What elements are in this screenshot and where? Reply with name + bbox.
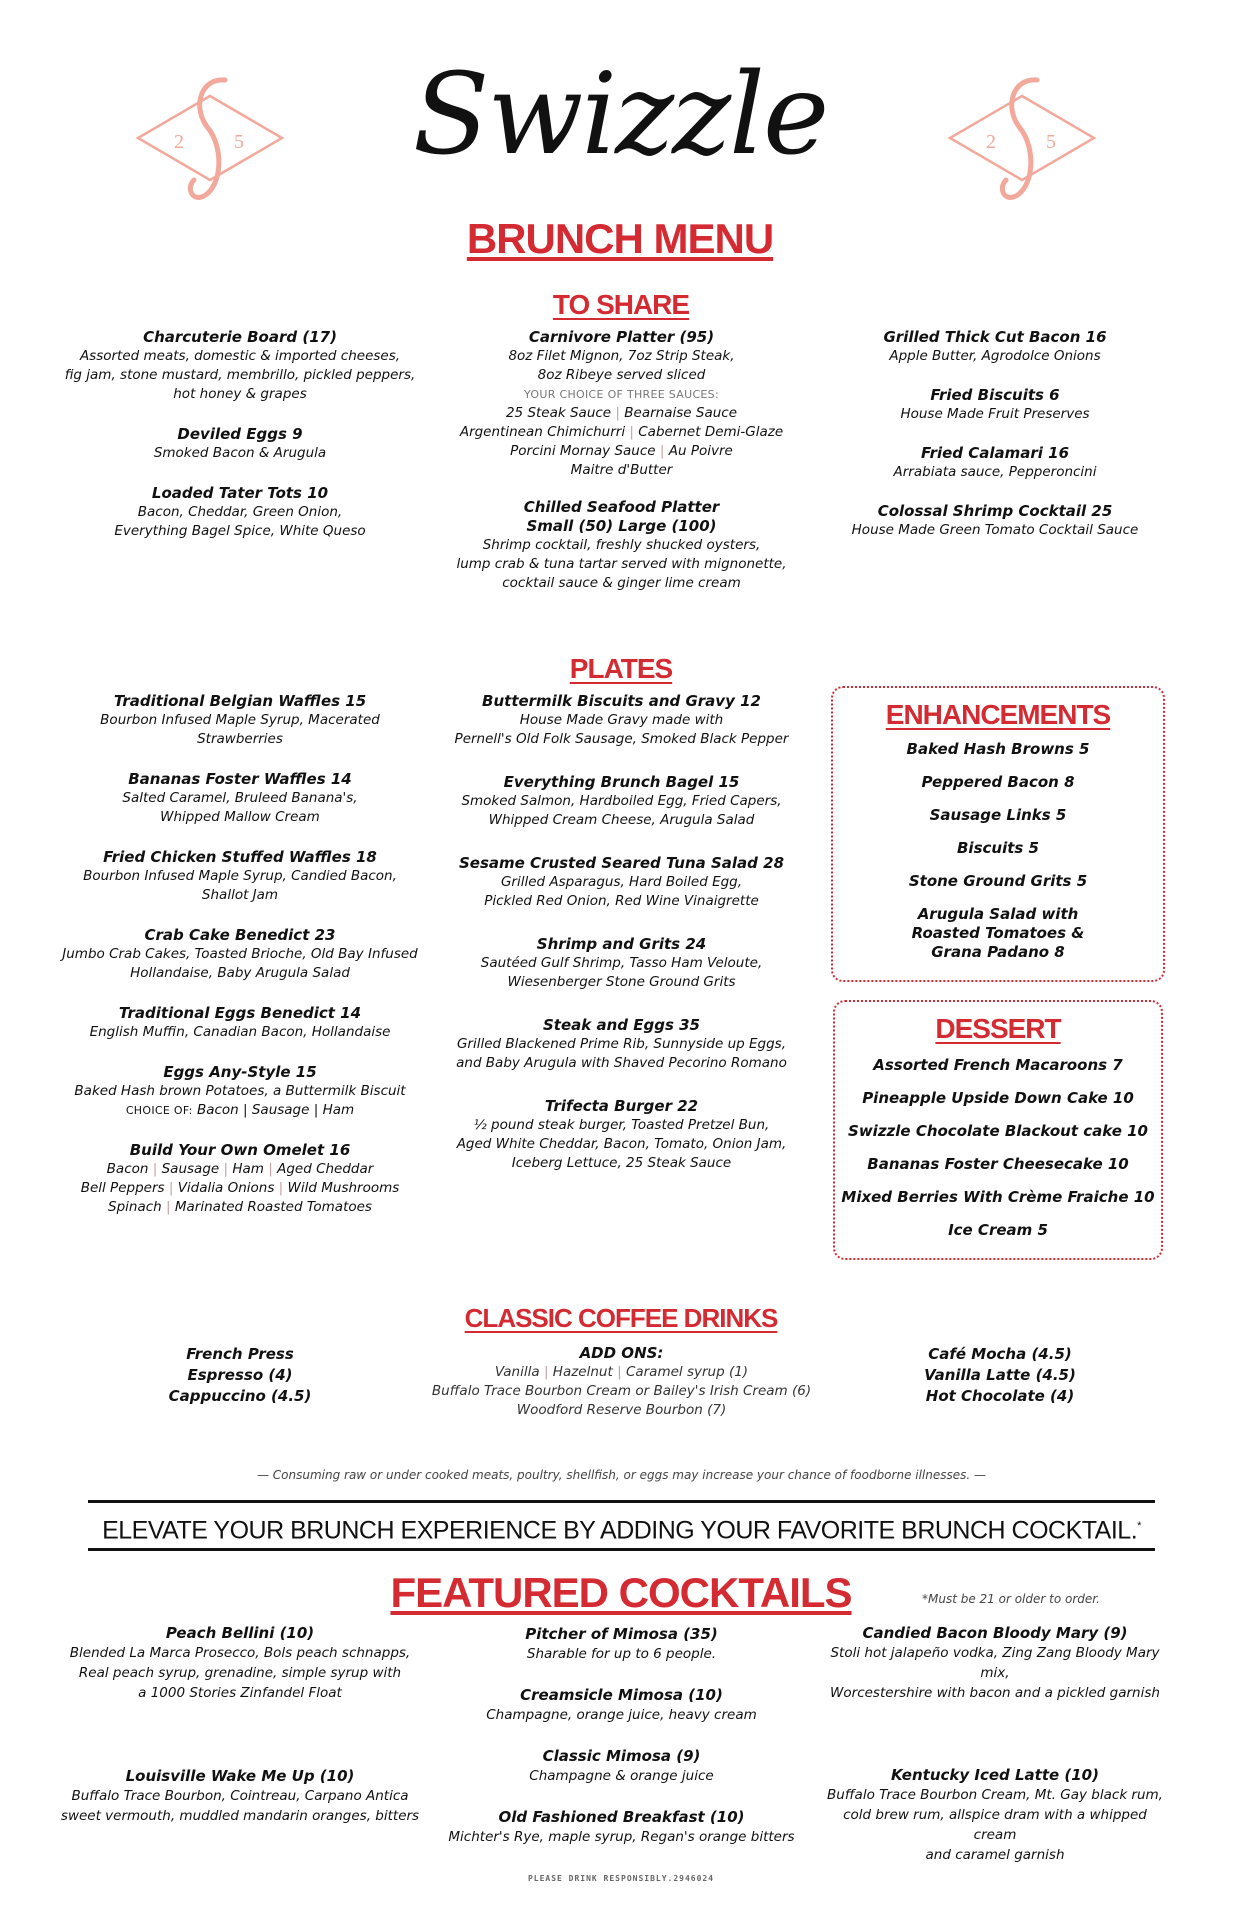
banner-rule-top <box>88 1500 1155 1503</box>
menu-item: Traditional Belgian Waffles 15 Bourbon Infused Maple Syrup, Macerated Strawberries <box>100 692 380 747</box>
to-share-right <box>830 328 1160 561</box>
logo-left <box>130 68 290 208</box>
menu-item: Fried Chicken Stuffed Waffles 18 Bourbon Infused Maple Syrup, Candied Bacon, Shallot Jam <box>83 848 397 903</box>
menu-item: Loaded Tater Tots 10 Bacon, Cheddar, Green Onion, Everything Bagel Spice, White Queso <box>114 484 366 539</box>
carnivore-platter: Carnivore Platter (95) 8oz Filet Mignon, 7oz Strip Steak, 8oz Ribeye served sliced YOUR CHOICE OF THREE SAUCES: 25 Steak Sauce | Bearnaise Sauce Argentinean Chimichurri | Cabernet Demi-Glaze Porcini Mornay Sauce | Au Poivre Maitre d'Butter <box>459 328 784 478</box>
coffee-heading: CLASSIC COFFEE DRINKS <box>464 1303 778 1333</box>
svg-text:5: 5 <box>1046 131 1056 153</box>
footer-note: PLEASE DRINK RESPONSIBLY.2946024 <box>527 1874 715 1883</box>
enhancement-item: Arugula Salad with Roasted Tomatoes & Grana Padano 8 <box>911 905 1085 961</box>
menu-item: Everything Brunch Bagel 15 Smoked Salmon, Hardboiled Egg, Fried Capers, Whipped Cream Cheese, Arugula Salad <box>461 773 782 828</box>
cocktails-left <box>60 1624 420 1847</box>
menu-item: Bananas Foster Waffles 14 Salted Caramel, Bruleed Banana's, Whipped Mallow Cream <box>122 770 358 825</box>
coffee-right: Café Mocha (4.5) Vanilla Latte (4.5) Hot Chocolate (4) <box>924 1345 1076 1405</box>
menu-item: Colossal Shrimp Cocktail 25 House Made Green Tomato Cocktail Sauce <box>851 502 1139 538</box>
enhancement-item: Peppered Bacon 8 <box>921 773 1075 791</box>
to-share-heading: TO SHARE <box>552 289 690 320</box>
menu-item: Kentucky Iced Latte (10) Buffalo Trace Bourbon Cream, Mt. Gay black rum, cold brew rum, allspice dram with a whipped cream and caramel garnish <box>827 1766 1163 1863</box>
menu-item: Fried Calamari 16 Arrabiata sauce, Pepperoncini <box>893 444 1097 480</box>
disclaimer: — Consuming raw or under cooked meats, poultry, shellfish, or eggs may increase your chance of foodborne illnesses. — <box>256 1468 987 1482</box>
cocktails-center <box>430 1624 813 1869</box>
cocktails-right <box>820 1624 1170 1886</box>
menu-item: Crab Cake Benedict 23 Jumbo Crab Cakes, Toasted Brioche, Old Bay Infused Hollandaise, Baby Arugula Salad <box>62 926 418 981</box>
menu-item: Sesame Crusted Seared Tuna Salad 28 Grilled Asparagus, Hard Boiled Egg, Pickled Red Onion, Red Wine Vinaigrette <box>458 854 785 909</box>
plates-left <box>60 692 420 1238</box>
dessert-item: Swizzle Chocolate Blackout cake 10 <box>848 1122 1148 1140</box>
to-share-center <box>430 328 813 614</box>
menu-item: Steak and Eggs 35 Grilled Blackened Prime Rib, Sunnyside up Eggs, and Baby Arugula with Shaved Pecorino Romano <box>456 1016 787 1071</box>
menu-item: Grilled Thick Cut Bacon 16 Apple Butter, Agrodolce Onions <box>883 328 1107 364</box>
build-your-own-omelet: Build Your Own Omelet 16 Bacon | Sausage | Ham | Aged Cheddar Bell Peppers | Vidalia Onions | Wild Mushrooms Spinach | Marinated Roasted Tomatoes <box>80 1141 400 1215</box>
brand-title: Swizzle <box>412 50 828 180</box>
dessert-item: Bananas Foster Cheesecake 10 <box>867 1155 1129 1173</box>
enhancement-item: Baked Hash Browns 5 <box>906 740 1090 758</box>
menu-item: Shrimp and Grits 24 Sautéed Gulf Shrimp, Tasso Ham Veloute, Wiesenberger Stone Ground Grits <box>480 935 763 990</box>
menu-item: Charcuterie Board (17) Assorted meats, domestic & imported cheeses, fig jam, stone mustard, membrillo, pickled peppers, hot honey & grapes <box>64 328 416 402</box>
svg-text:2: 2 <box>986 131 996 153</box>
plates-heading: PLATES <box>569 653 673 684</box>
eggs-any-style: Eggs Any-Style 15 Baked Hash brown Potatoes, a Buttermilk Biscuit CHOICE OF: Bacon | Sausage | Ham <box>74 1063 406 1118</box>
enhancements-heading: ENHANCEMENTS <box>885 699 1111 730</box>
menu-item: Fried Biscuits 6 House Made Fruit Preserves <box>900 386 1090 422</box>
menu-item: Deviled Eggs 9 Smoked Bacon & Arugula <box>153 425 327 461</box>
dessert-item: Mixed Berries With Crème Fraiche 10 <box>841 1188 1155 1206</box>
banner-rule-bottom <box>88 1548 1155 1551</box>
enhancement-item: Sausage Links 5 <box>929 806 1067 824</box>
coffee-left: French Press Espresso (4) Cappuccino (4.5) <box>168 1345 312 1405</box>
menu-item: Trifecta Burger 22 ½ pound steak burger, Toasted Pretzel Bun, Aged White Cheddar, Bacon, Tomato, Onion Jam, Iceberg Lettuce, 25 Steak Sauce <box>456 1097 787 1171</box>
dessert-item: Assorted French Macaroons 7 <box>873 1056 1123 1074</box>
menu-item: Classic Mimosa (9) Champagne & orange juice <box>529 1747 714 1784</box>
enhancements-box <box>831 686 1165 982</box>
menu-item: Creamsicle Mimosa (10) Champagne, orange juice, heavy cream <box>486 1686 757 1723</box>
enhancement-item: Stone Ground Grits 5 <box>908 872 1088 890</box>
featured-cocktails-heading: FEATURED COCKTAILS <box>390 1569 852 1616</box>
dessert-heading: DESSERT <box>935 1013 1061 1044</box>
to-share-left <box>60 328 420 562</box>
menu-item: Candied Bacon Bloody Mary (9) Stoli hot jalapeño vodka, Zing Zang Bloody Mary mix, Worcestershire with bacon and a pickled garnish <box>830 1624 1160 1701</box>
dessert-item: Ice Cream 5 <box>948 1221 1048 1239</box>
svg-text:2: 2 <box>174 131 184 153</box>
menu-item: Traditional Eggs Benedict 14 English Muffin, Canadian Bacon, Hollandaise <box>89 1004 391 1040</box>
plates-center <box>430 692 813 1194</box>
enhancement-item: Biscuits 5 <box>957 839 1039 857</box>
banner-text: ELEVATE YOUR BRUNCH EXPERIENCE BY ADDING YOUR FAVORITE BRUNCH COCKTAIL.* <box>102 1516 1141 1545</box>
brunch-menu-heading: BRUNCH MENU <box>466 215 774 262</box>
coffee-addons: ADD ONS: Vanilla | Hazelnut | Caramel syrup (1) Buffalo Trace Bourbon Cream or Bailey's Irish Cream (6) Woodford Reserve Bourbon (7) <box>431 1344 812 1418</box>
menu-item: Peach Bellini (10) Blended La Marca Prosecco, Bols peach schnapps, Real peach syrup, grenadine, simple syrup with a 1000 Stories Zinfandel Float <box>69 1624 411 1701</box>
age-note: *Must be 21 or older to order. <box>922 1592 1100 1606</box>
menu-item: Louisville Wake Me Up (10) Buffalo Trace Bourbon, Cointreau, Carpano Antica sweet vermouth, muddled mandarin oranges, bitters <box>60 1767 420 1824</box>
logo-right <box>942 68 1102 208</box>
seafood-platter: Chilled Seafood Platter Small (50) Large (100) Shrimp cocktail, freshly shucked oysters, lump crab & tuna tartar served with mignonette, cocktail sauce & ginger lime cream <box>456 498 787 591</box>
menu-item: Pitcher of Mimosa (35) Sharable for up to 6 people. <box>525 1625 718 1662</box>
svg-text:5: 5 <box>234 131 244 153</box>
menu-item: Buttermilk Biscuits and Gravy 12 House Made Gravy made with Pernell's Old Folk Sausage, Smoked Black Pepper <box>454 692 789 747</box>
dessert-item: Pineapple Upside Down Cake 10 <box>862 1089 1134 1107</box>
menu-item: Old Fashioned Breakfast (10) Michter's Rye, maple syrup, Regan's orange bitters <box>448 1808 795 1845</box>
dessert-box <box>833 1000 1163 1260</box>
